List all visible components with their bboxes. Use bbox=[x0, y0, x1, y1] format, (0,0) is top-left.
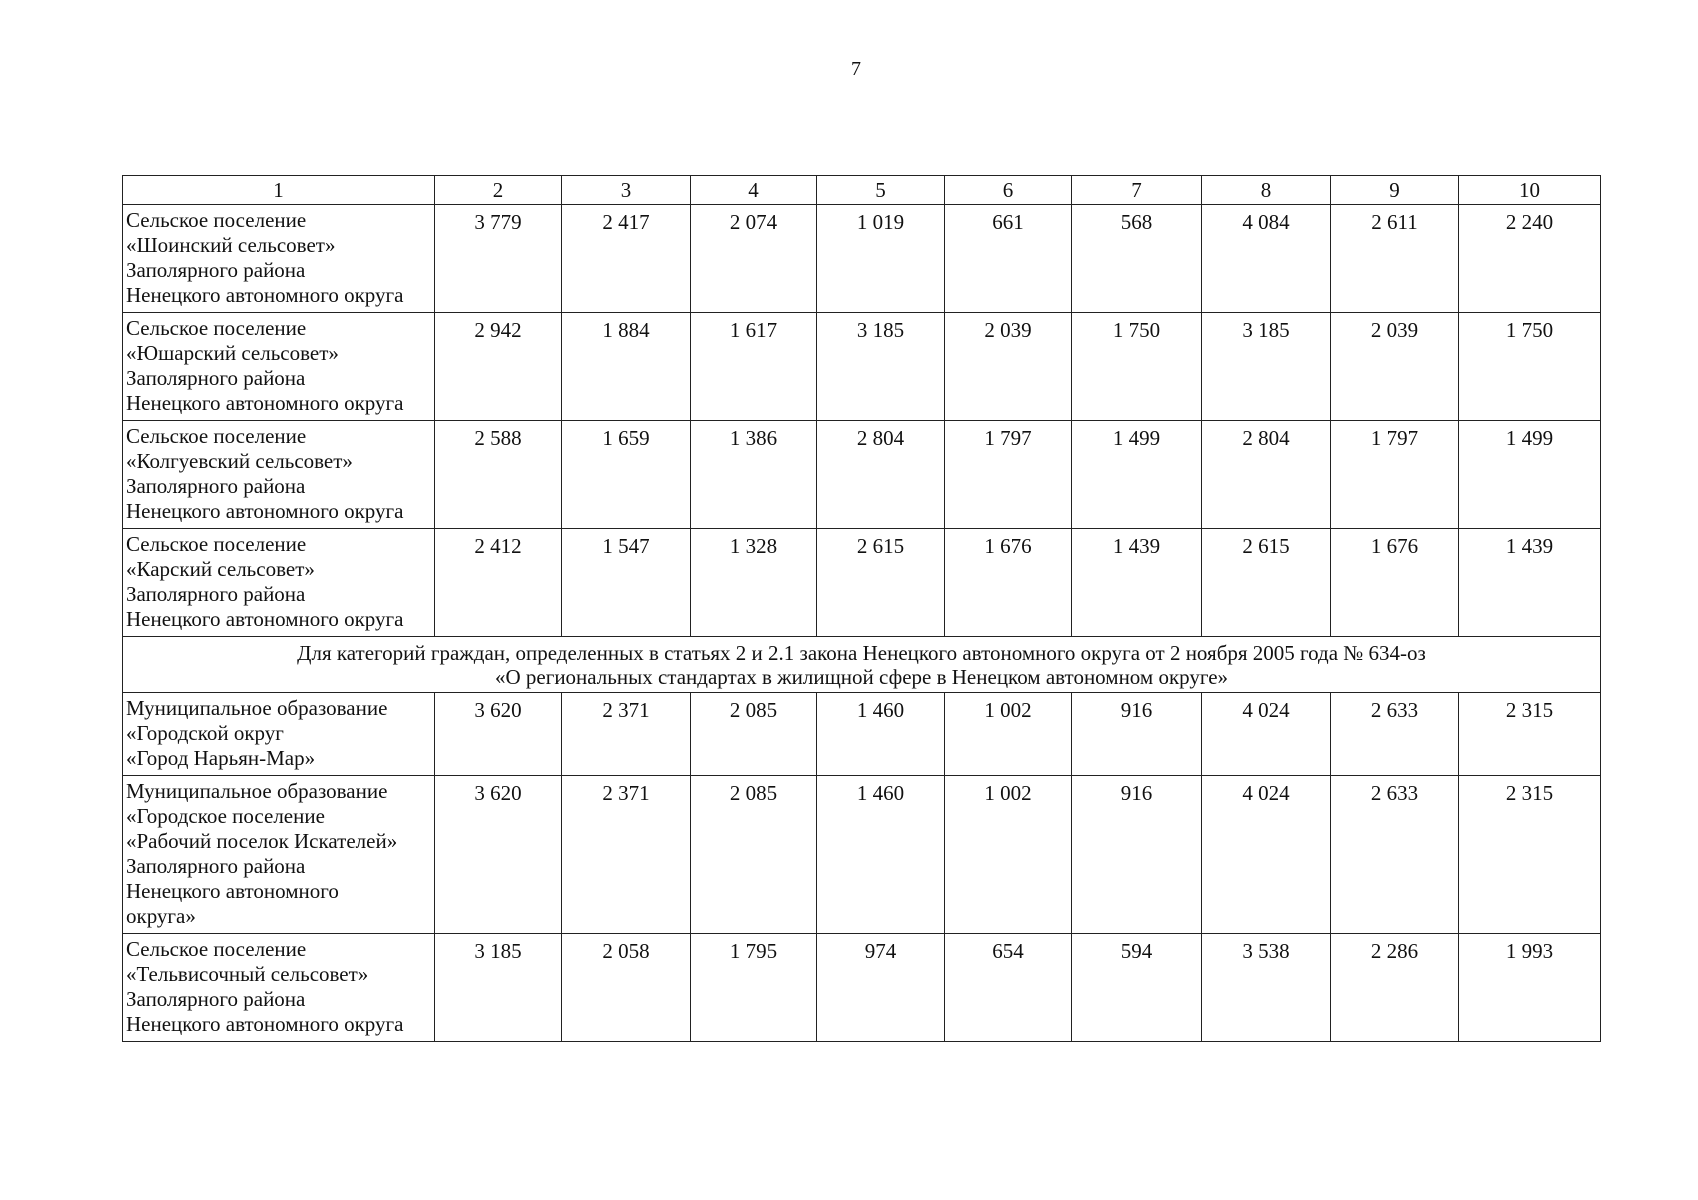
value-cell: 4 024 bbox=[1202, 693, 1331, 776]
row-name-cell bbox=[123, 934, 435, 1042]
value-cell: 2 085 bbox=[691, 776, 817, 934]
value-cell: 3 620 bbox=[435, 776, 562, 934]
column-header: 1 bbox=[123, 176, 435, 205]
value-cell: 1 019 bbox=[817, 205, 945, 313]
row-name-cell bbox=[123, 693, 435, 776]
column-header: 2 bbox=[435, 176, 562, 205]
row-name-line: Сельское поселение bbox=[126, 532, 307, 556]
row-name-line: «Шоинский сельсовет» bbox=[126, 233, 336, 257]
page-number: 7 bbox=[851, 58, 861, 80]
value-cell: 2 240 bbox=[1459, 205, 1601, 313]
value-cell: 1 460 bbox=[817, 776, 945, 934]
value-cell: 2 804 bbox=[1202, 421, 1331, 529]
value-cell: 1 993 bbox=[1459, 934, 1601, 1042]
housing-standards-table bbox=[122, 175, 1601, 1042]
value-cell: 1 439 bbox=[1459, 529, 1601, 637]
section-heading-row bbox=[123, 637, 1601, 693]
value-cell: 1 659 bbox=[562, 421, 691, 529]
row-name-line: «Колгуевский сельсовет» bbox=[126, 449, 353, 473]
section-heading-line: Для категорий граждан, определенных в статьях 2 и 2.1 закона Ненецкого автономного округа от 2 ноября 2005 года № 634-оз bbox=[297, 641, 1426, 665]
row-name-cell bbox=[123, 313, 435, 421]
row-name-line: Сельское поселение bbox=[126, 937, 307, 961]
value-cell: 974 bbox=[817, 934, 945, 1042]
table-row bbox=[123, 529, 1601, 637]
row-name-line: Муниципальное образование bbox=[126, 779, 388, 803]
table-row bbox=[123, 421, 1601, 529]
value-cell: 1 439 bbox=[1072, 529, 1202, 637]
value-cell: 661 bbox=[945, 205, 1072, 313]
row-name-cell bbox=[123, 529, 435, 637]
column-header: 7 bbox=[1072, 176, 1202, 205]
value-cell: 2 588 bbox=[435, 421, 562, 529]
table-row bbox=[123, 205, 1601, 313]
value-cell: 4 024 bbox=[1202, 776, 1331, 934]
value-cell: 2 412 bbox=[435, 529, 562, 637]
value-cell: 2 611 bbox=[1331, 205, 1459, 313]
value-cell: 916 bbox=[1072, 776, 1202, 934]
value-cell: 1 002 bbox=[945, 776, 1072, 934]
column-header: 3 bbox=[562, 176, 691, 205]
value-cell: 594 bbox=[1072, 934, 1202, 1042]
value-cell: 568 bbox=[1072, 205, 1202, 313]
column-header: 4 bbox=[691, 176, 817, 205]
row-name-line: Заполярного района bbox=[126, 987, 306, 1011]
column-header: 10 bbox=[1459, 176, 1601, 205]
value-cell: 2 286 bbox=[1331, 934, 1459, 1042]
value-cell: 1 499 bbox=[1459, 421, 1601, 529]
row-name-line: Ненецкого автономного bbox=[126, 879, 339, 903]
row-name-line: Ненецкого автономного округа bbox=[126, 499, 404, 523]
value-cell: 2 633 bbox=[1331, 693, 1459, 776]
value-cell: 1 002 bbox=[945, 693, 1072, 776]
value-cell: 2 942 bbox=[435, 313, 562, 421]
value-cell: 2 371 bbox=[562, 776, 691, 934]
value-cell: 1 386 bbox=[691, 421, 817, 529]
row-name-line: Заполярного района bbox=[126, 474, 306, 498]
row-name-line: Ненецкого автономного округа bbox=[126, 607, 404, 631]
value-cell: 1 547 bbox=[562, 529, 691, 637]
value-cell: 2 615 bbox=[1202, 529, 1331, 637]
row-name-line: «Тельвисочный сельсовет» bbox=[126, 962, 369, 986]
row-name-line: Заполярного района bbox=[126, 366, 306, 390]
value-cell: 2 315 bbox=[1459, 776, 1601, 934]
table-row bbox=[123, 313, 1601, 421]
value-cell: 2 371 bbox=[562, 693, 691, 776]
value-cell: 1 797 bbox=[945, 421, 1072, 529]
value-cell: 2 039 bbox=[945, 313, 1072, 421]
row-name-line: «Рабочий поселок Искателей» bbox=[126, 829, 398, 853]
value-cell: 1 884 bbox=[562, 313, 691, 421]
value-cell: 2 804 bbox=[817, 421, 945, 529]
value-cell: 3 538 bbox=[1202, 934, 1331, 1042]
row-name-line: Ненецкого автономного округа bbox=[126, 1012, 404, 1036]
column-header: 8 bbox=[1202, 176, 1331, 205]
value-cell: 3 185 bbox=[817, 313, 945, 421]
value-cell: 4 084 bbox=[1202, 205, 1331, 313]
table-row bbox=[123, 934, 1601, 1042]
value-cell: 1 750 bbox=[1459, 313, 1601, 421]
row-name-cell bbox=[123, 205, 435, 313]
row-name-line: Ненецкого автономного округа bbox=[126, 283, 404, 307]
value-cell: 1 460 bbox=[817, 693, 945, 776]
row-name-line: «Карский сельсовет» bbox=[126, 557, 315, 581]
value-cell: 1 750 bbox=[1072, 313, 1202, 421]
row-name-line: «Городской округ bbox=[126, 721, 284, 745]
value-cell: 2 058 bbox=[562, 934, 691, 1042]
row-name-line: Заполярного района bbox=[126, 258, 306, 282]
row-name-line: Заполярного района bbox=[126, 582, 306, 606]
row-name-line: Сельское поселение bbox=[126, 316, 307, 340]
value-cell: 916 bbox=[1072, 693, 1202, 776]
value-cell: 1 797 bbox=[1331, 421, 1459, 529]
value-cell: 1 676 bbox=[945, 529, 1072, 637]
value-cell: 1 328 bbox=[691, 529, 817, 637]
value-cell: 654 bbox=[945, 934, 1072, 1042]
row-name-line: округа» bbox=[126, 904, 196, 928]
row-name-line: Ненецкого автономного округа bbox=[126, 391, 404, 415]
value-cell: 1 676 bbox=[1331, 529, 1459, 637]
value-cell: 3 185 bbox=[435, 934, 562, 1042]
value-cell: 2 074 bbox=[691, 205, 817, 313]
row-name-line: Заполярного района bbox=[126, 854, 306, 878]
column-header: 9 bbox=[1331, 176, 1459, 205]
table-row bbox=[123, 776, 1601, 934]
row-name-line: «Город Нарьян-Мар» bbox=[126, 746, 316, 770]
value-cell: 3 779 bbox=[435, 205, 562, 313]
column-number-row bbox=[123, 176, 1601, 205]
value-cell: 1 499 bbox=[1072, 421, 1202, 529]
row-name-cell bbox=[123, 421, 435, 529]
value-cell: 2 085 bbox=[691, 693, 817, 776]
table-row bbox=[123, 693, 1601, 776]
column-header: 5 bbox=[817, 176, 945, 205]
section-heading bbox=[123, 637, 1601, 693]
value-cell: 2 039 bbox=[1331, 313, 1459, 421]
value-cell: 2 417 bbox=[562, 205, 691, 313]
row-name-line: «Городское поселение bbox=[126, 804, 325, 828]
value-cell: 3 185 bbox=[1202, 313, 1331, 421]
row-name-line: «Юшарский сельсовет» bbox=[126, 341, 339, 365]
value-cell: 1 795 bbox=[691, 934, 817, 1042]
value-cell: 2 615 bbox=[817, 529, 945, 637]
value-cell: 1 617 bbox=[691, 313, 817, 421]
row-name-cell bbox=[123, 776, 435, 934]
column-header: 6 bbox=[945, 176, 1072, 205]
value-cell: 3 620 bbox=[435, 693, 562, 776]
row-name-line: Муниципальное образование bbox=[126, 696, 388, 720]
value-cell: 2 633 bbox=[1331, 776, 1459, 934]
row-name-line: Сельское поселение bbox=[126, 424, 307, 448]
value-cell: 2 315 bbox=[1459, 693, 1601, 776]
row-name-line: Сельское поселение bbox=[126, 208, 307, 232]
section-heading-line: «О региональных стандартах в жилищной сфере в Ненецком автономном округе» bbox=[494, 665, 1229, 689]
